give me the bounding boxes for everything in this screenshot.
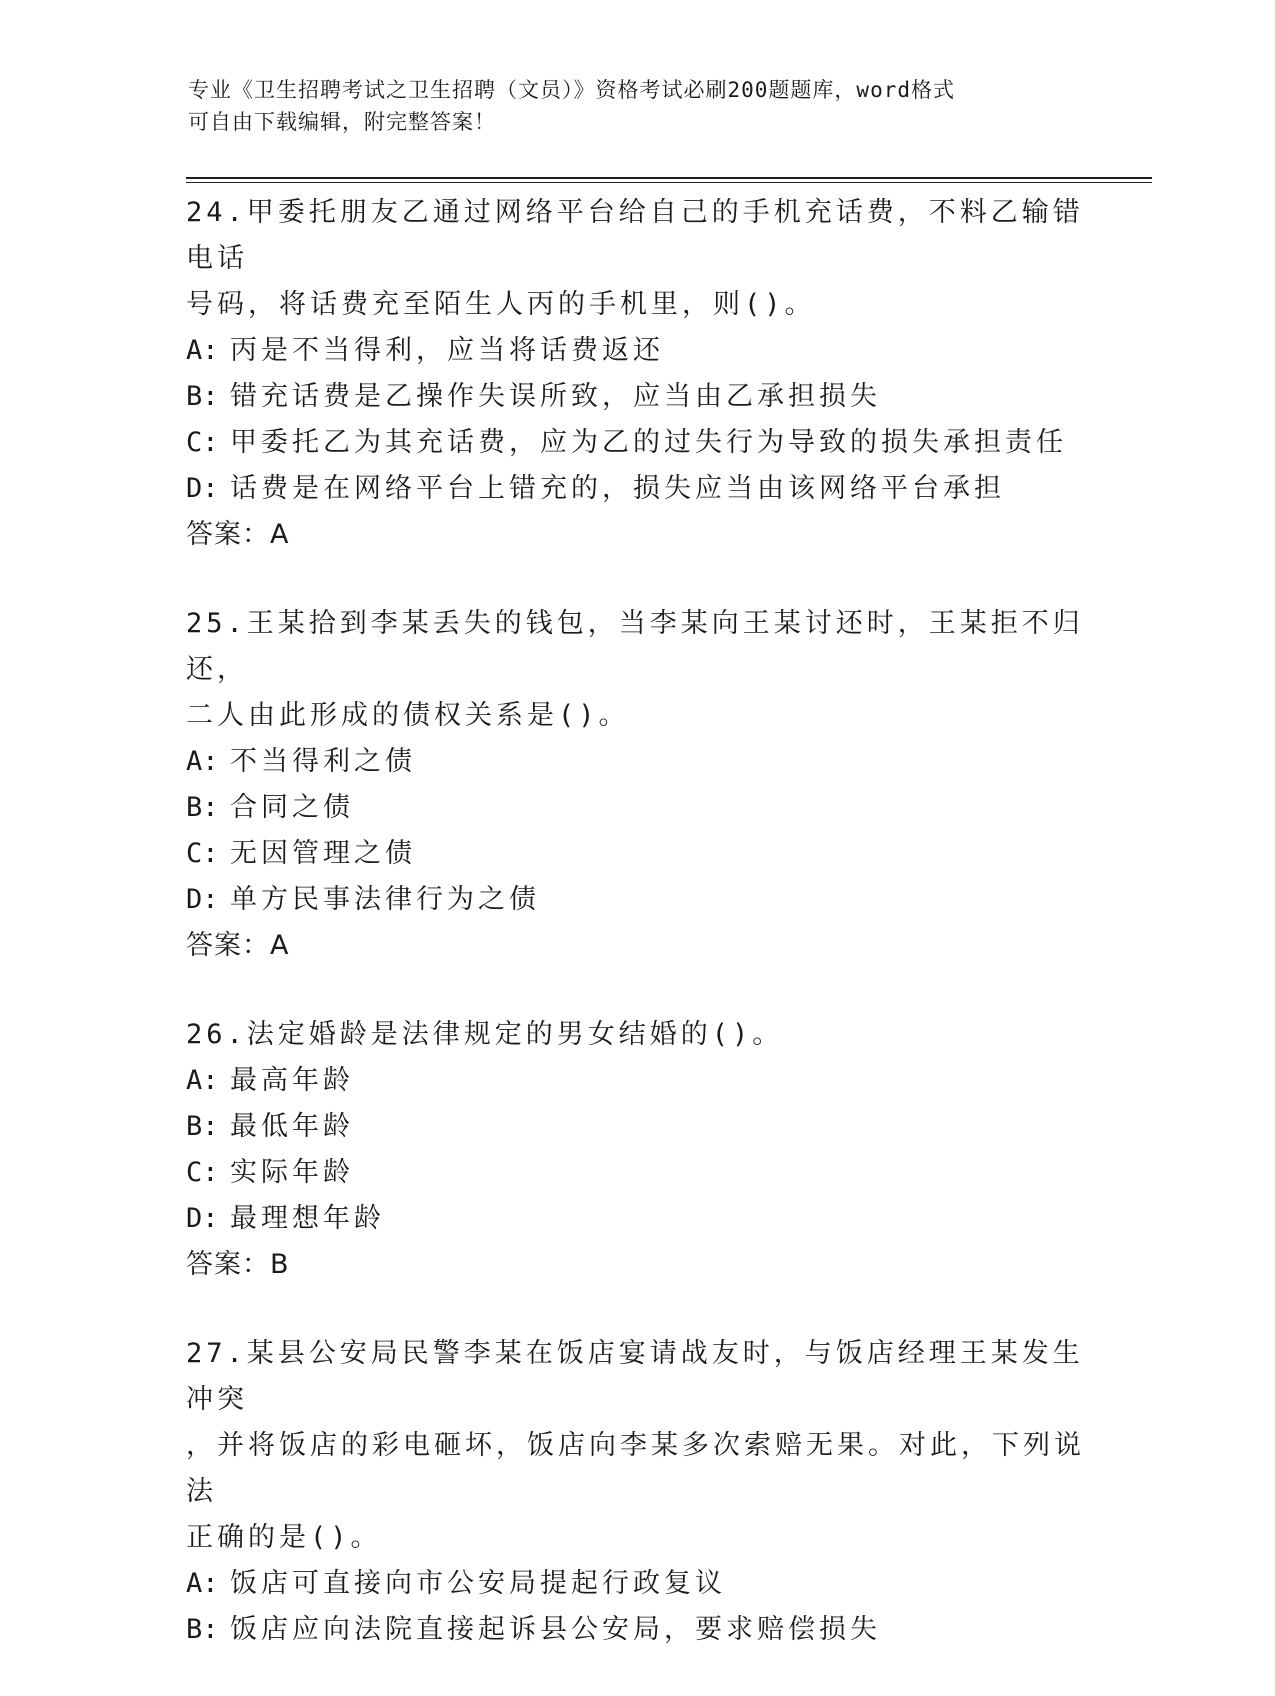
option-letter: B: xyxy=(186,1111,219,1142)
question-stem-line: 26.法定婚龄是法律规定的男女结婚的()。 xyxy=(186,1019,784,1050)
option-a xyxy=(186,739,1086,785)
question-stem-line: 27.某县公安局民警李某在饭店宴请战友时，与饭店经理王某发生冲突 xyxy=(186,1338,1084,1415)
option-letter: A: xyxy=(186,746,219,777)
option-letter: A: xyxy=(186,1065,219,1096)
option-text: 合同之债 xyxy=(230,792,354,823)
answer-line: 答案：B xyxy=(186,1249,290,1280)
option-b xyxy=(186,1607,1086,1653)
option-letter: B: xyxy=(186,792,219,823)
option-letter: B: xyxy=(186,1614,219,1645)
question-stem-line: 25.王某拾到李某丢失的钱包，当李某向王某讨还时，王某拒不归还， xyxy=(186,608,1084,685)
question-24 xyxy=(186,190,1086,558)
answer-line: 答案：A xyxy=(186,519,290,550)
answer-line: 答案：A xyxy=(186,930,290,961)
option-a xyxy=(186,1058,1086,1104)
option-c xyxy=(186,1150,1086,1196)
option-text: 饭店应向法院直接起诉县公安局，要求赔偿损失 xyxy=(230,1614,881,1645)
question-27 xyxy=(186,1331,1086,1653)
option-text: 最低年龄 xyxy=(230,1111,354,1142)
option-b xyxy=(186,374,1086,420)
option-d xyxy=(186,877,1086,923)
option-letter: C: xyxy=(186,427,219,458)
question-stem-line: 正确的是()。 xyxy=(186,1522,382,1553)
document-header xyxy=(188,74,1068,138)
question-stem-line: 二人由此形成的债权关系是()。 xyxy=(186,700,630,731)
question-list xyxy=(186,190,1086,1696)
option-b xyxy=(186,785,1086,831)
option-text: 无因管理之债 xyxy=(230,838,416,869)
option-text: 最高年龄 xyxy=(230,1065,354,1096)
option-text: 甲委托乙为其充话费，应为乙的过失行为导致的损失承担责任 xyxy=(230,427,1067,458)
option-text: 不当得利之债 xyxy=(230,746,416,777)
option-text: 最理想年龄 xyxy=(230,1203,385,1234)
option-text: 丙是不当得利，应当将话费返还 xyxy=(230,335,664,366)
option-letter: B: xyxy=(186,381,219,412)
question-stem-line: 24.甲委托朋友乙通过网络平台给自己的手机充话费，不料乙输错电话 xyxy=(186,197,1084,274)
option-letter: C: xyxy=(186,838,219,869)
option-text: 实际年龄 xyxy=(230,1157,354,1188)
question-stem-line: ，并将饭店的彩电砸坏，饭店向李某多次索赔无果。对此，下列说法 xyxy=(186,1430,1085,1507)
option-text: 错充话费是乙操作失误所致，应当由乙承担损失 xyxy=(230,381,881,412)
option-d xyxy=(186,1196,1086,1242)
option-c xyxy=(186,420,1086,466)
header-divider-thin xyxy=(186,182,1152,183)
option-a xyxy=(186,1561,1086,1607)
option-a xyxy=(186,328,1086,374)
option-letter: A: xyxy=(186,335,219,366)
option-letter: A: xyxy=(186,1568,219,1599)
option-letter: D: xyxy=(186,884,219,915)
option-letter: D: xyxy=(186,1203,219,1234)
header-line-2: 可自由下载编辑，附完整答案！ xyxy=(188,110,496,134)
header-line-1: 专业《卫生招聘考试之卫生招聘（文员）》资格考试必刷200题题库，word格式 xyxy=(188,78,955,102)
header-divider-thick xyxy=(186,177,1152,179)
option-b xyxy=(186,1104,1086,1150)
question-25 xyxy=(186,601,1086,969)
option-text: 单方民事法律行为之债 xyxy=(230,884,540,915)
option-d xyxy=(186,466,1086,512)
option-letter: D: xyxy=(186,473,219,504)
option-c xyxy=(186,831,1086,877)
option-text: 话费是在网络平台上错充的，损失应当由该网络平台承担 xyxy=(230,473,1005,504)
option-letter: C: xyxy=(186,1157,219,1188)
question-stem-line: 号码，将话费充至陌生人丙的手机里，则()。 xyxy=(186,289,816,320)
option-text: 饭店可直接向市公安局提起行政复议 xyxy=(230,1568,726,1599)
question-26 xyxy=(186,1012,1086,1288)
